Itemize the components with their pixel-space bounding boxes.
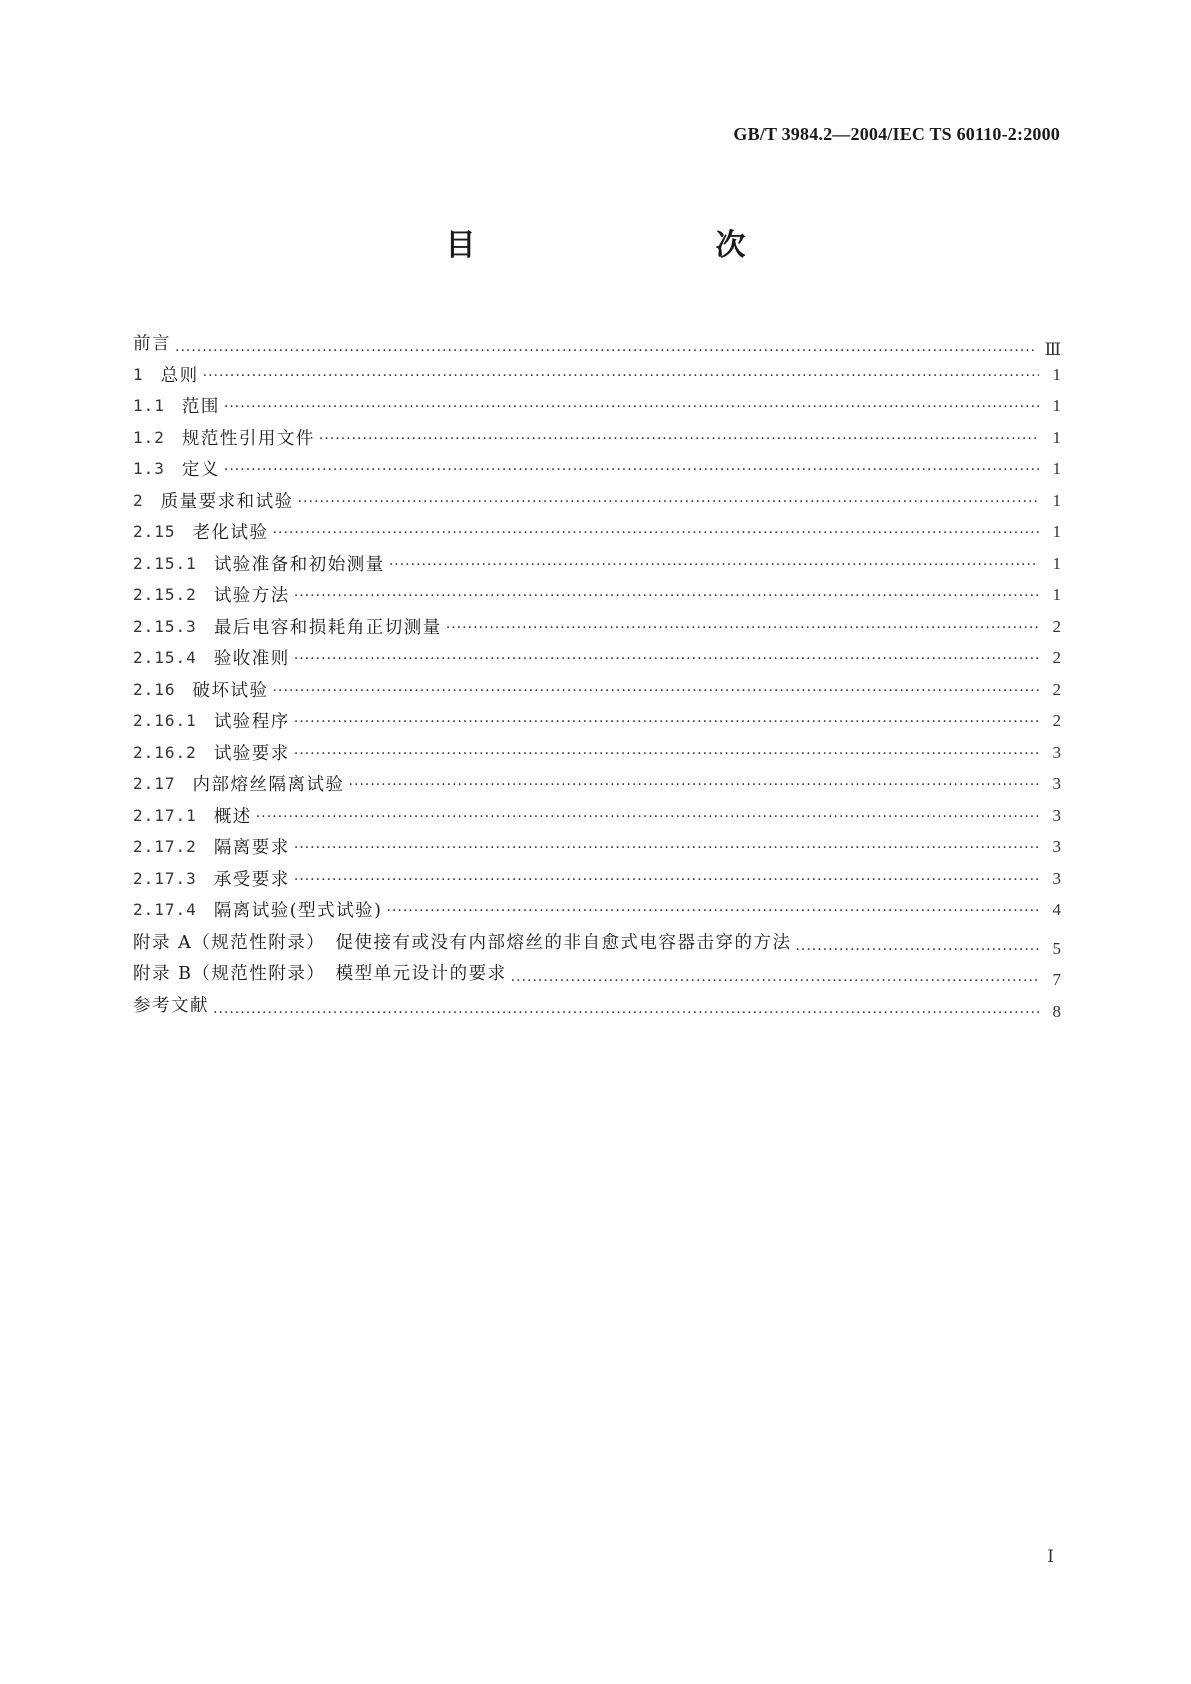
toc-entry-number: 2.17.2: [133, 837, 214, 856]
toc-dot-leader: [213, 1005, 1039, 1021]
toc-entry-2[interactable]: [133, 488, 1061, 520]
toc-page-number: 1: [1052, 522, 1061, 541]
toc-entry-text: 概述: [213, 806, 252, 827]
toc-dot-leader: [389, 557, 1039, 573]
toc-entry-annex-b[interactable]: [133, 960, 1061, 992]
toc-page-number: 1: [1052, 459, 1061, 478]
toc-entry-text: 隔离试验(型式试验): [213, 901, 383, 921]
toc-entry-2-15[interactable]: [133, 519, 1061, 551]
toc-page-number: 1: [1052, 427, 1061, 447]
toc-entry-number: 2.16.2: [133, 742, 214, 762]
toc-page-number: 2: [1052, 648, 1061, 667]
toc-entry-number: 2.15.2: [133, 585, 214, 604]
toc-entry-text: 隔离要求: [213, 838, 290, 858]
toc-entry-number: 1: [133, 364, 161, 384]
toc-dot-leader: [175, 343, 1037, 359]
toc-dot-leader: [511, 973, 1039, 989]
toc-entry-1[interactable]: [133, 362, 1061, 394]
toc-entry-text: 试验程序: [213, 712, 290, 732]
table-of-contents: [133, 330, 1061, 1023]
toc-entry-text: 前言: [133, 334, 171, 354]
toc-title: 目 次: [445, 228, 806, 263]
toc-entry-text: 定义: [181, 460, 220, 480]
toc-page-number: 3: [1052, 868, 1061, 888]
toc-page-number: 1: [1052, 396, 1061, 415]
toc-entry-annex-a[interactable]: [133, 929, 1061, 961]
toc-entry-number: 2.17.3: [133, 868, 214, 888]
toc-page-number: 1: [1052, 585, 1061, 604]
toc-entry-text: 试验方法: [213, 586, 290, 606]
toc-entry-number: 1.2: [133, 427, 182, 447]
toc-page-number: 2: [1052, 679, 1061, 699]
toc-entry-text: 附录 B（规范性附录） 模型单元设计的要求: [133, 964, 507, 984]
toc-page-number: 3: [1052, 805, 1061, 825]
toc-entry-text: 范围: [181, 397, 220, 417]
toc-entry-text: 参考文献: [133, 995, 209, 1016]
toc-entry-number: 2: [133, 490, 161, 510]
toc-dot-leader: [256, 809, 1039, 825]
toc-entry-2-17-1[interactable]: [133, 803, 1061, 835]
toc-dot-leader: [273, 683, 1039, 699]
toc-entry-number: 2.15.1: [133, 553, 214, 573]
toc-entry-text: 最后电容和损耗角正切测量: [213, 617, 442, 638]
toc-entry-text: 内部熔丝隔离试验: [192, 775, 345, 795]
toc-dot-leader: [294, 872, 1039, 888]
toc-page-number: 3: [1052, 837, 1061, 856]
toc-entry-2-16[interactable]: [133, 677, 1061, 709]
toc-dot-leader: [386, 903, 1039, 919]
toc-entry-text: 总则: [160, 365, 199, 386]
toc-entry-number: 2.15: [133, 522, 193, 541]
toc-entry-2-16-1[interactable]: [133, 708, 1061, 740]
toc-dot-leader: [294, 588, 1039, 604]
toc-page-number: 3: [1052, 742, 1061, 762]
toc-entry-2-17[interactable]: [133, 771, 1061, 803]
toc-page-number: 5: [1052, 938, 1061, 958]
toc-entry-number: 1.3: [133, 459, 182, 478]
toc-page-number: 3: [1052, 774, 1061, 793]
toc-page-number: 8: [1052, 1001, 1061, 1021]
toc-entry-1-2[interactable]: [133, 425, 1061, 457]
page-number: Ⅰ: [1047, 1547, 1054, 1566]
toc-page-number: 1: [1052, 364, 1061, 384]
toc-dot-leader: [294, 746, 1039, 762]
toc-dot-leader: [294, 651, 1039, 667]
toc-page-number: 4: [1052, 900, 1061, 919]
toc-dot-leader: [319, 431, 1039, 447]
toc-entry-number: 2.15.3: [133, 616, 214, 636]
toc-entry-number: 2.17.4: [133, 900, 214, 919]
toc-entry-text: 试验要求: [213, 743, 290, 764]
toc-entry-2-15-1[interactable]: [133, 551, 1061, 583]
toc-entry-2-15-4[interactable]: [133, 645, 1061, 677]
toc-entry-2-17-4[interactable]: [133, 897, 1061, 929]
toc-entry-text: 质量要求和试验: [160, 491, 294, 512]
toc-entry-number: 1.1: [133, 396, 182, 415]
toc-entry-bibliography[interactable]: [133, 992, 1061, 1024]
standard-code-header: GB/T 3984.2—2004/IEC TS 60110-2:2000: [733, 124, 1060, 144]
toc-dot-leader: [203, 368, 1039, 384]
toc-entry-1-1[interactable]: [133, 393, 1061, 425]
toc-entry-text: 试验准备和初始测量: [213, 554, 385, 575]
toc-entry-2-15-2[interactable]: [133, 582, 1061, 614]
toc-dot-leader: [349, 777, 1039, 793]
toc-dot-leader: [446, 620, 1039, 636]
toc-entry-text: 承受要求: [213, 869, 290, 890]
toc-entry-number: 2.17: [133, 774, 193, 793]
toc-page-number: 7: [1052, 970, 1061, 989]
toc-entry-1-3[interactable]: [133, 456, 1061, 488]
toc-dot-leader: [795, 942, 1039, 958]
toc-entry-2-17-3[interactable]: [133, 866, 1061, 898]
toc-entry-text: 破坏试验: [192, 680, 269, 701]
toc-entry-text: 老化试验: [192, 523, 269, 543]
toc-entry-number: 2.15.4: [133, 648, 214, 667]
toc-entry-foreword[interactable]: [133, 330, 1061, 362]
toc-entry-2-17-2[interactable]: [133, 834, 1061, 866]
toc-page-number: Ⅲ: [1044, 340, 1061, 359]
toc-page-number: 1: [1052, 553, 1061, 573]
toc-entry-text: 附录 A（规范性附录） 促使接有或没有内部熔丝的非自愈式电容器击穿的方法: [133, 932, 792, 953]
toc-dot-leader: [224, 462, 1039, 478]
toc-page-number: 2: [1052, 711, 1061, 730]
toc-dot-leader: [298, 494, 1039, 510]
toc-dot-leader: [294, 840, 1039, 856]
toc-page-number: 2: [1052, 616, 1061, 636]
toc-entry-number: 2.16: [133, 679, 193, 699]
toc-page-number: 1: [1052, 490, 1061, 510]
toc-dot-leader: [224, 399, 1039, 415]
toc-entry-2-16-2[interactable]: [133, 740, 1061, 772]
toc-entry-2-15-3[interactable]: [133, 614, 1061, 646]
toc-entry-text: 验收准则: [213, 649, 290, 669]
toc-entry-number: 2.16.1: [133, 711, 214, 730]
toc-entry-text: 规范性引用文件: [181, 428, 315, 449]
toc-entry-number: 2.17.1: [133, 805, 214, 825]
toc-dot-leader: [273, 525, 1039, 541]
toc-dot-leader: [294, 714, 1039, 730]
